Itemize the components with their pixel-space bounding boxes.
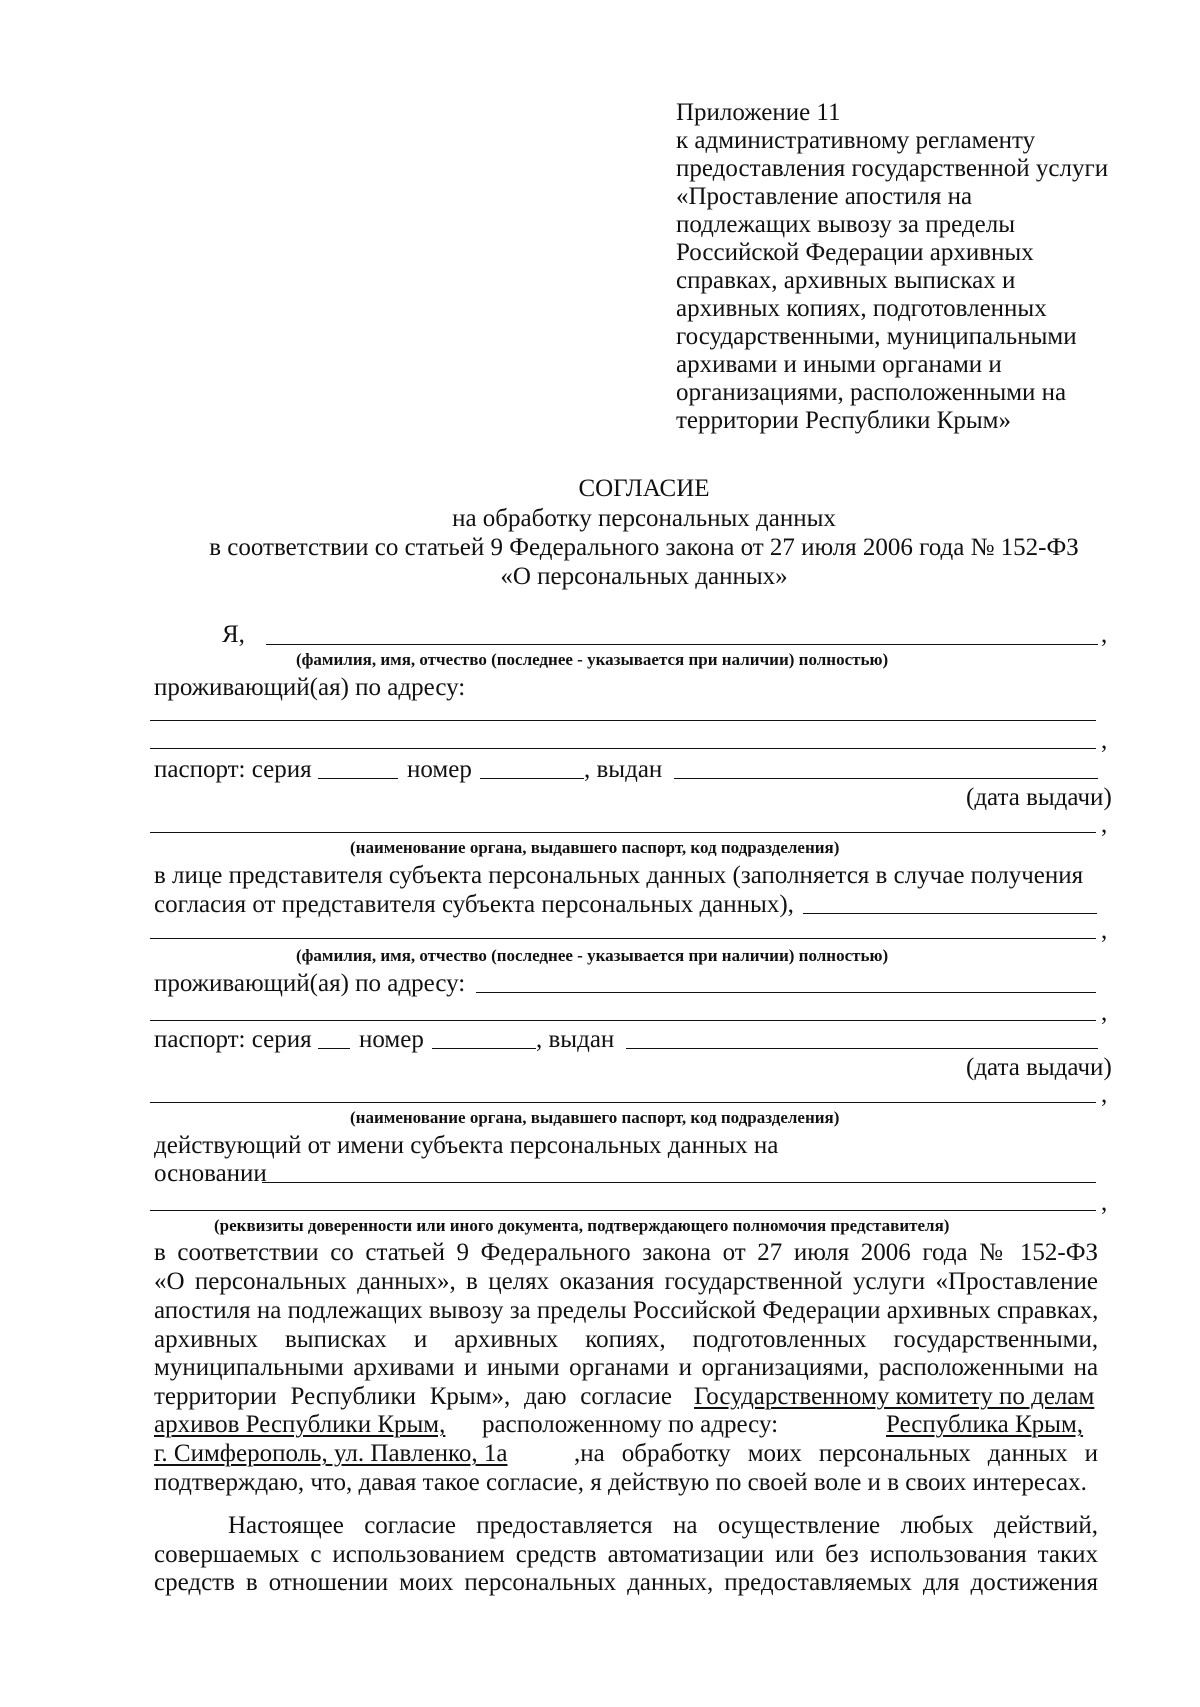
- word: действий,: [994, 1512, 1099, 1539]
- word: предоставляется: [476, 1512, 653, 1539]
- justified-line: [154, 1269, 1098, 1294]
- comma: ,: [1101, 999, 1108, 1026]
- word: на: [256, 1297, 282, 1324]
- passport-issued-label: , выдан: [536, 1026, 615, 1053]
- word: данных»,: [357, 1268, 456, 1295]
- representative-address-field-1[interactable]: [476, 992, 1096, 993]
- word: организациями,: [701, 1354, 870, 1381]
- word: любых: [900, 1512, 974, 1539]
- word: муниципальными: [154, 1354, 344, 1381]
- appendix-line: справках, архивных выписках и: [676, 267, 1016, 294]
- word: архивных: [886, 1297, 991, 1324]
- passport-number-label: номер: [407, 756, 472, 783]
- justified-line: [228, 1513, 1098, 1538]
- word: средств: [515, 1541, 597, 1568]
- document-title: СОГЛАСИЕ: [578, 475, 710, 502]
- word: персональных: [194, 1268, 347, 1295]
- word: и: [678, 1354, 692, 1381]
- word: целях: [488, 1268, 550, 1295]
- word: 9: [456, 1239, 470, 1266]
- word: закона: [642, 1239, 712, 1266]
- word: 152-ФЗ: [1019, 1239, 1098, 1266]
- power-of-attorney-field-2[interactable]: [150, 1210, 1096, 1211]
- word: №: [979, 1239, 1009, 1266]
- appendix-line: предоставления государственной услуги: [676, 155, 1109, 182]
- word: данных: [987, 1440, 1068, 1467]
- word: совершаемых: [154, 1541, 300, 1568]
- justified-line: [154, 1355, 1098, 1380]
- appendix-line: архивных копиях, подготовленных: [676, 295, 1047, 322]
- consent-last-line: подтверждаю, что, давая такое согласие, я действую по своей воле и в своих интересах.: [154, 1469, 1087, 1496]
- power-hint: (реквизиты доверенности или иного документа, подтверждающего полномочия представителя): [214, 1216, 950, 1235]
- word: Федерации: [762, 1297, 881, 1324]
- word: Российской: [632, 1297, 757, 1324]
- comma: ,: [1101, 917, 1108, 944]
- passport-number-label: номер: [359, 1026, 424, 1053]
- word: 2006: [860, 1239, 911, 1266]
- justified-line: [154, 1384, 672, 1409]
- comma: ,: [1101, 727, 1108, 754]
- issuer-hint: (наименование органа, выдавшего паспорт, код подразделения): [350, 1108, 840, 1127]
- appendix-line: подлежащих вывозу за пределы: [676, 211, 1015, 238]
- word: расположенными: [878, 1354, 1065, 1381]
- word: согласие: [364, 1512, 456, 1539]
- passport-issued-field[interactable]: [674, 778, 1098, 779]
- word: согласие: [580, 1383, 673, 1410]
- agency-name-part-1: Государственному комитету по делам: [694, 1383, 1095, 1410]
- word: моих: [747, 1440, 802, 1467]
- agency-address-part-2: г. Симферополь, ул. Павленко, 1а: [154, 1440, 508, 1467]
- representative-passport-series-field[interactable]: [318, 1048, 350, 1049]
- fio-hint: (фамилия, имя, отчество (последнее - указывается при наличии) полностью): [296, 946, 889, 965]
- subject-address-field-1[interactable]: [150, 720, 1096, 721]
- address-label: проживающий(ая) по адресу:: [154, 674, 466, 701]
- word: без: [825, 1541, 859, 1568]
- word: копиях,: [585, 1326, 666, 1353]
- representative-address-field-2[interactable]: [150, 1020, 1096, 1021]
- word: персональных: [464, 1569, 617, 1596]
- passport-issuer-field[interactable]: [150, 832, 1096, 833]
- justified-line: [574, 1441, 1098, 1466]
- word: «Проставление: [935, 1268, 1099, 1295]
- word: справках,: [996, 1297, 1099, 1324]
- word: отношении: [268, 1569, 389, 1596]
- word: июля: [793, 1239, 850, 1266]
- word: на: [1073, 1354, 1099, 1381]
- word: государственными,: [893, 1326, 1099, 1353]
- word: на: [672, 1512, 698, 1539]
- word: для: [922, 1569, 960, 1596]
- issue-date-hint: (дата выдачи): [966, 784, 1112, 811]
- passport-number-field[interactable]: [480, 778, 584, 779]
- word: выписках: [284, 1326, 387, 1353]
- word: в: [466, 1268, 478, 1295]
- word: использования: [869, 1541, 1027, 1568]
- justified-line: [154, 1298, 1098, 1323]
- word: или: [774, 1541, 815, 1568]
- word: архивами: [353, 1354, 455, 1381]
- word: со: [330, 1239, 354, 1266]
- word: Крым»,: [429, 1383, 511, 1410]
- appendix-line: Российской Федерации архивных: [676, 239, 1034, 266]
- word: предоставляемых: [724, 1569, 912, 1596]
- word: 27: [757, 1239, 783, 1266]
- acting-text-1: действующий от имени субъекта персональных данных на: [154, 1132, 779, 1159]
- justified-line: [154, 1327, 1098, 1352]
- comma: ,: [1101, 621, 1108, 648]
- fio-hint: (фамилия, имя, отчество (последнее - указывается при наличии) полностью): [296, 650, 889, 669]
- word: архивных: [454, 1326, 559, 1353]
- word: органами: [569, 1354, 670, 1381]
- word: с: [310, 1541, 322, 1568]
- passport-series-field[interactable]: [318, 778, 398, 779]
- word: использованием: [332, 1541, 505, 1568]
- word: архивных: [154, 1326, 258, 1353]
- document-subtitle: на обработку персональных данных: [452, 505, 836, 532]
- word: данных,: [627, 1569, 714, 1596]
- word: осуществление: [717, 1512, 881, 1539]
- word: территории: [154, 1383, 277, 1410]
- word: подготовленных: [692, 1326, 867, 1353]
- law-reference: в соответствии со статьей 9 Федерального закона от 27 июля 2006 года № 152-ФЗ: [209, 534, 1079, 561]
- word: подлежащих: [287, 1297, 423, 1324]
- word: расположенному: [482, 1411, 662, 1438]
- word: обработку: [621, 1440, 731, 1467]
- word: Настоящее: [228, 1512, 344, 1539]
- appendix-line: территории Республики Крым»: [676, 407, 1011, 434]
- word: моих: [399, 1569, 454, 1596]
- appendix-line: «Проставление апостиля на: [676, 183, 973, 210]
- comma: ,: [1101, 811, 1108, 838]
- representative-passport-number-field[interactable]: [432, 1048, 536, 1049]
- address-label: проживающий(ая) по адресу:: [154, 970, 466, 997]
- word: по: [668, 1411, 694, 1438]
- word: и: [463, 1354, 478, 1381]
- agency-address-part-1: Республика Крым,: [886, 1411, 1084, 1438]
- comma: ,: [1101, 1081, 1108, 1108]
- justified-line: [154, 1542, 1098, 1567]
- word: оказания: [559, 1268, 655, 1295]
- word: от: [722, 1239, 746, 1266]
- law-name: «О персональных данных»: [500, 563, 788, 590]
- representative-fio-field[interactable]: [150, 938, 1096, 939]
- word: достижения: [970, 1569, 1099, 1596]
- appendix-line: Приложение 11: [676, 99, 841, 126]
- word: даю: [524, 1383, 567, 1410]
- justified-line: [482, 1412, 778, 1437]
- power-of-attorney-field-1[interactable]: [262, 1182, 1096, 1183]
- appendix-line: архивами и иными органами и: [676, 351, 1002, 378]
- passport-issued-label: , выдан: [584, 756, 663, 783]
- issue-date-hint: (дата выдачи): [966, 1054, 1112, 1081]
- word: в: [245, 1569, 258, 1596]
- justified-line: [154, 1240, 1098, 1265]
- word: пределы: [536, 1297, 627, 1324]
- appendix-line: к административному регламенту: [676, 127, 1036, 154]
- word: соответствии: [177, 1239, 319, 1266]
- passport-series-label: паспорт: серия: [154, 1026, 312, 1053]
- word: таких: [1037, 1541, 1098, 1568]
- word: Федерального: [480, 1239, 631, 1266]
- agency-name-part-2: архивов Республики Крым,: [154, 1411, 446, 1438]
- word: апостиля: [154, 1297, 251, 1324]
- word: вывозу: [428, 1297, 504, 1324]
- word: за: [509, 1297, 531, 1324]
- word: в: [154, 1239, 166, 1266]
- representative-text-2: согласия от представителя субъекта персональных данных),: [154, 891, 794, 918]
- justified-line: [154, 1570, 1098, 1595]
- word: государственной: [664, 1268, 843, 1295]
- appendix-line: организациями, расположенными на: [676, 379, 1067, 406]
- word: и: [1084, 1440, 1099, 1467]
- word: статьей: [365, 1239, 445, 1266]
- word: и: [413, 1326, 428, 1353]
- word: «О: [154, 1268, 185, 1295]
- subject-fio-field[interactable]: [266, 644, 1098, 645]
- subject-address-field-2[interactable]: [150, 748, 1096, 749]
- acting-text-2: основании: [154, 1160, 267, 1187]
- word: средств: [154, 1569, 235, 1596]
- appendix-line: государственными, муниципальными: [676, 323, 1077, 350]
- passport-series-label: паспорт: серия: [154, 756, 312, 783]
- word: Республики: [290, 1383, 416, 1410]
- representative-passport-issued-field[interactable]: [626, 1048, 1098, 1049]
- word: ,на: [574, 1440, 605, 1467]
- comma: ,: [1101, 1189, 1108, 1216]
- i-label: Я,: [222, 621, 245, 648]
- representative-field[interactable]: [803, 913, 1097, 914]
- word: адресу:: [700, 1411, 779, 1438]
- representative-text-1: в лице представителя субъекта персональных данных (заполняется в случае получения: [154, 862, 1084, 889]
- word: иными: [486, 1354, 560, 1381]
- word: автоматизации: [607, 1541, 765, 1568]
- word: услуги: [852, 1268, 926, 1295]
- word: персональных: [818, 1440, 971, 1467]
- representative-issuer-field[interactable]: [150, 1102, 1096, 1103]
- word: года: [922, 1239, 968, 1266]
- issuer-hint: (наименование органа, выдавшего паспорт, код подразделения): [350, 838, 840, 857]
